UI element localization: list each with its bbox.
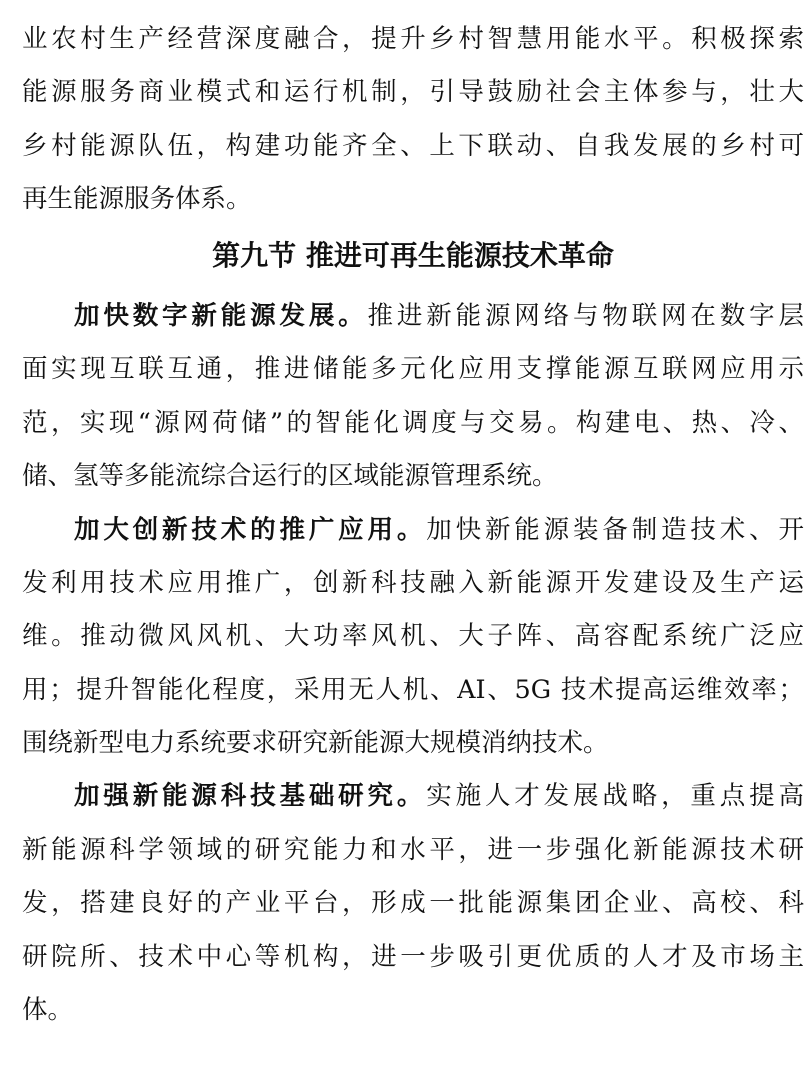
text-line — [22, 504, 804, 557]
paragraph-lead: 加强新能源科技基础研究。 — [74, 781, 427, 812]
text-line: 围绕新型电力系统要求研究新能源大规模消纳技术。 — [22, 728, 609, 759]
text-line: 再生能源服务体系。 — [22, 184, 252, 215]
text-line: 体。 — [22, 995, 74, 1026]
text-line: 范，实现“源网荷储”的智能化调度与交易。构建电、热、冷、 — [22, 407, 804, 438]
paragraph-lead: 加快数字新能源发展。 — [74, 300, 368, 331]
paragraph-tech-promotion — [22, 504, 804, 771]
text-line: 新能源科学领域的研究能力和水平，进一步强化新能源技术研 — [22, 834, 804, 865]
text-line: 发利用技术应用推广，创新科技融入新能源开发建设及生产运 — [22, 567, 804, 598]
paragraph-digital-energy — [22, 290, 804, 504]
text-line: 用；提升智能化程度，采用无人机、AI、5G 技术提高运维效率； — [22, 674, 804, 705]
text-line: 业农村生产经营深度融合，提升乡村智慧用能水平。积极探索 — [22, 24, 804, 54]
paragraph-text: 实施人才发展战略，重点提高 — [426, 781, 804, 812]
paragraph-lead: 加大创新技术的推广应用。 — [74, 514, 427, 545]
intro-paragraph — [22, 13, 804, 227]
paragraph-basic-research — [22, 770, 804, 1037]
text-line: 发，搭建良好的产业平台，形成一批能源集团企业、高校、科 — [22, 888, 804, 919]
text-line: 乡村能源队伍，构建功能齐全、上下联动、自我发展的乡村可 — [22, 130, 804, 161]
text-line: 能源服务商业模式和运行机制，引导鼓励社会主体参与，壮大 — [22, 77, 804, 108]
text-line: 储、氢等多能流综合运行的区域能源管理系统。 — [22, 461, 558, 492]
text-line: 面实现互联互通，推进储能多元化应用支撑能源互联网应用示 — [22, 354, 804, 385]
section-heading: 第九节 推进可再生能源技术革命 — [212, 238, 614, 272]
paragraph-text: 推进新能源网络与物联网在数字层 — [367, 300, 804, 331]
text-line — [22, 770, 804, 823]
text-line: 研院所、技术中心等机构，进一步吸引更优质的人才及市场主 — [22, 941, 804, 972]
text-line — [22, 290, 804, 343]
text-line: 维。推动微风风机、大功率风机、大子阵、高容配系统广泛应 — [22, 621, 804, 652]
paragraph-text: 加快新能源装备制造技术、开 — [426, 514, 804, 545]
